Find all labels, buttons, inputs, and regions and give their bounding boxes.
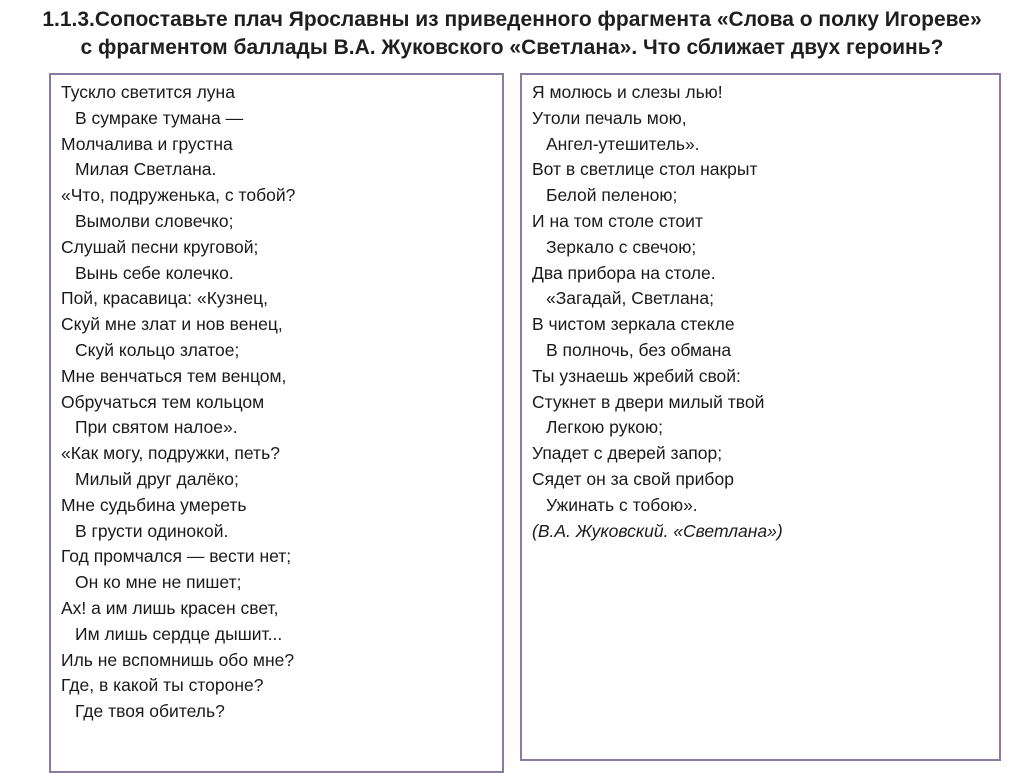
verse-line: Вынь себе колечко.	[75, 262, 234, 283]
poem-panel-left	[49, 73, 504, 773]
verse-line: Зеркало с свечою;	[546, 236, 697, 257]
verse-line: Ужинать с тобою».	[546, 494, 698, 515]
verse-line: Упадет с дверей запор;	[532, 443, 723, 464]
verse-line: Я молюсь и слезы лью!	[532, 82, 723, 102]
verse-line: В чистом зеркала стекле	[532, 314, 735, 335]
verse-line: При святом налое».	[75, 417, 238, 438]
verse-line: Обручаться тем кольцом	[61, 391, 265, 412]
verse-line: В сумраке тумана —	[75, 107, 244, 128]
verse-line: Скуй кольцо златое;	[75, 339, 240, 360]
verse-line: Ты узнаешь жребий свой:	[532, 365, 741, 386]
verse-line: Где твоя обитель?	[75, 701, 225, 722]
verse-line: Утоли печаль мою,	[532, 107, 687, 128]
verse-line: Иль не вспомнишь обо мне?	[61, 649, 295, 670]
source-citation: (В.А. Жуковский. «Светлана»)	[532, 520, 783, 541]
verse-line: И на том столе стоит	[532, 210, 703, 231]
verse-line: Он ко мне не пишет;	[75, 572, 242, 593]
verse-line: Стукнет в двери милый твой	[532, 391, 765, 412]
page-title	[0, 6, 1024, 62]
verse-line: Им лишь сердце дышит...	[75, 623, 283, 644]
verse-line: Белой пеленою;	[546, 185, 678, 206]
verse-line: Год промчался — вести нет;	[61, 546, 292, 567]
verse-line: «Как могу, подружки, петь?	[61, 443, 280, 464]
title-line-1: 1.1.3.Сопоставьте плач Ярославны из приведенного фрагмента «Слова о полку Игореве»	[42, 8, 982, 31]
verse-line: Сядет он за свой прибор	[532, 468, 734, 489]
verse-line: Слушай песни круговой;	[61, 236, 259, 257]
verse-line: В грусти одинокой.	[75, 520, 229, 541]
verse-line: Молчалива и грустна	[61, 133, 233, 154]
verse-line: Скуй мне злат и нов венец,	[61, 314, 283, 335]
verse-line: Милая Светлана.	[75, 159, 217, 180]
verse-line: «Загадай, Светлана;	[546, 288, 714, 309]
poem-text-right	[532, 80, 993, 544]
verse-line: Пой, красавица: «Кузнец,	[61, 288, 268, 309]
verse-line: Ангел-утешитель».	[546, 133, 700, 154]
verse-line: Вот в светлице стол накрыт	[532, 159, 758, 180]
verse-line: Где, в какой ты стороне?	[61, 675, 264, 696]
verse-line: Ах! а им лишь красен свет,	[61, 597, 279, 618]
verse-line: Тускло светится луна	[61, 82, 235, 102]
poem-panel-right	[520, 73, 1001, 761]
verse-line: Два прибора на столе.	[532, 262, 716, 283]
verse-line: В полночь, без обмана	[546, 339, 732, 360]
verse-line: Легкою рукою;	[546, 417, 664, 438]
verse-line: Мне венчаться тем венцом,	[61, 365, 287, 386]
verse-line: «Что, подруженька, с тобой?	[61, 185, 296, 206]
verse-line: Милый друг далёко;	[75, 468, 239, 489]
poem-text-left	[61, 80, 496, 725]
title-line-2: с фрагментом баллады В.А. Жуковского «Светлана». Что сближает двух героинь?	[80, 36, 944, 59]
verse-line: Вымолви словечко;	[75, 210, 234, 231]
verse-line: Мне судьбина умереть	[61, 494, 247, 515]
